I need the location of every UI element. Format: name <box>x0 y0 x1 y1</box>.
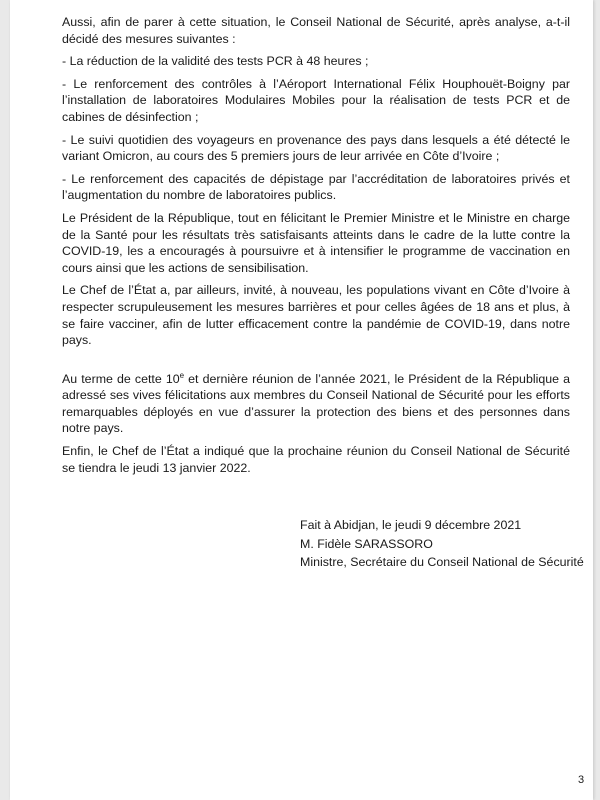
ordinal-superscript: e <box>179 370 185 380</box>
closing-paragraph <box>62 371 570 437</box>
next-meeting-paragraph: Enfin, le Chef de l’État a indiqué que la prochaine réunion du Conseil National de Sécurité se tiendra le jeudi 13 janvier 2022. <box>62 444 570 475</box>
document-body <box>62 14 570 482</box>
signature-block <box>300 516 584 572</box>
measure-airport-controls: - Le renforcement des contrôles à l’Aéroport International Félix Houphouët-Boigny par l’installation de laboratoires Modulaires Mobiles pour la réalisation de tests PCR et de cabines de désinfection ; <box>62 76 570 124</box>
closing-start: Au terme de cette 10 <box>62 371 180 386</box>
page-number: 3 <box>578 774 585 786</box>
measure-screening-capacity: - Le renforcement des capacités de dépistage par l’accréditation de laboratoires privés et l’augmentation du nombre de laboratoires publics. <box>62 171 570 203</box>
measure-traveler-monitoring: - Le suivi quotidien des voyageurs en provenance des pays dans lesquels a été détecté le variant Omicron, au cours des 5 premiers jours de leur arrivée en Côte d’Ivoire ; <box>62 132 570 164</box>
measure-pcr-validity: - La réduction de la validité des tests PCR à 48 heures ; <box>62 54 369 69</box>
barrier-measures-paragraph: Le Chef de l’État a, par ailleurs, invité, à nouveau, les populations vivant en Côte d’Ivoire à respecter scrupuleusement les mesures barrières et pour celles âgées de 18 ans et plus, à se faire vacciner, afin de lutter efficacement contre la pandémie de COVID-19, dans notre pays. <box>62 283 570 348</box>
document-page <box>10 0 593 800</box>
closing-rest: et dernière réunion de l’année 2021, le Président de la République a adressé ses vives félicitations aux membres du Conseil National de Sécurité pour les efforts remarquables déployés en vue d’assurer la protection des biens et des personnes dans notre pays. <box>62 371 570 436</box>
signature-name: M. Fidèle SARASSORO <box>300 536 433 551</box>
signature-place-date: Fait à Abidjan, le jeudi 9 décembre 2021 <box>300 518 522 532</box>
signature-title: Ministre, Secrétaire du Conseil National de Sécurité <box>300 555 584 569</box>
president-vaccination-paragraph: Le Président de la République, tout en félicitant le Premier Ministre et le Ministre en charge de la Santé pour les résultats très satisfaisants atteints dans le cadre de la lutte contre la COVID-19, les a encouragés à poursuivre et à intensifier le programme de vaccination en cours ainsi que les actions de sensibilisation. <box>62 210 570 275</box>
intro-paragraph: Aussi, afin de parer à cette situation, le Conseil National de Sécurité, après analyse, a-t-il décidé des mesures suivantes : <box>62 15 570 46</box>
